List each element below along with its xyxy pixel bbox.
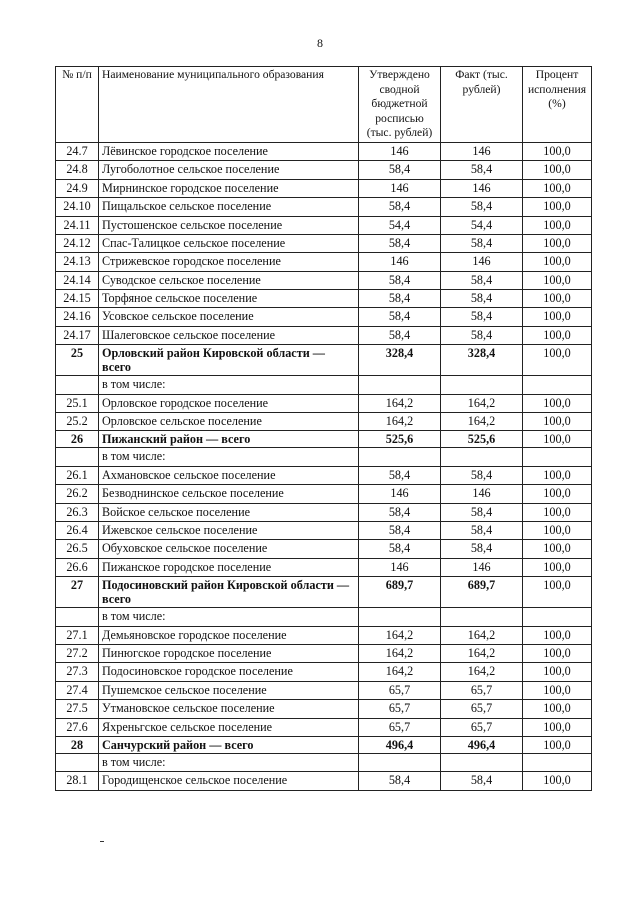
cell-fact: 689,7: [441, 577, 523, 608]
cell-fact: 58,4: [441, 290, 523, 308]
cell-approved: 496,4: [359, 736, 441, 753]
cell-num: 24.9: [56, 179, 99, 197]
cell-num: 26.1: [56, 466, 99, 484]
cell-name: Ахмановское сельское поселение: [99, 466, 359, 484]
cell-approved: 58,4: [359, 308, 441, 326]
cell-name: в том числе:: [99, 608, 359, 626]
table-row: [56, 198, 592, 216]
table-row: [56, 216, 592, 234]
cell-name: Ижевское сельское поселение: [99, 522, 359, 540]
cell-name: Демьяновское городское поселение: [99, 626, 359, 644]
cell-fact: 58,4: [441, 522, 523, 540]
cell-name: Пижанское городское поселение: [99, 558, 359, 576]
cell-fact: 58,4: [441, 503, 523, 521]
cell-percent: [523, 448, 592, 466]
cell-approved: [359, 448, 441, 466]
cell-name: Орловское сельское поселение: [99, 413, 359, 431]
cell-percent: 100,0: [523, 345, 592, 376]
cell-percent: 100,0: [523, 142, 592, 160]
cell-approved: 164,2: [359, 644, 441, 662]
cell-fact: 65,7: [441, 718, 523, 736]
cell-fact: 65,7: [441, 700, 523, 718]
cell-approved: 164,2: [359, 626, 441, 644]
cell-percent: 100,0: [523, 413, 592, 431]
cell-percent: 100,0: [523, 308, 592, 326]
cell-percent: 100,0: [523, 198, 592, 216]
cell-percent: 100,0: [523, 179, 592, 197]
cell-approved: 58,4: [359, 503, 441, 521]
cell-approved: 65,7: [359, 700, 441, 718]
column-header-percent: Процент исполнения (%): [523, 67, 592, 143]
cell-fact: [441, 753, 523, 771]
cell-fact: [441, 608, 523, 626]
column-header-approved: Утверждено сводной бюджетной росписью (тыс. рублей): [359, 67, 441, 143]
table-row: [56, 644, 592, 662]
table-row-district-total: [56, 431, 592, 448]
cell-name: в том числе:: [99, 376, 359, 394]
table-row: [56, 681, 592, 699]
cell-percent: [523, 753, 592, 771]
table-row: [56, 161, 592, 179]
cell-percent: 100,0: [523, 466, 592, 484]
table-row: [56, 772, 592, 790]
cell-name: Мирнинское городское поселение: [99, 179, 359, 197]
cell-percent: 100,0: [523, 577, 592, 608]
cell-num: 28.1: [56, 772, 99, 790]
cell-num: 26.3: [56, 503, 99, 521]
cell-num: 26.2: [56, 485, 99, 503]
table-row: [56, 485, 592, 503]
cell-name: Торфяное сельское поселение: [99, 290, 359, 308]
cell-approved: 58,4: [359, 290, 441, 308]
table-row: [56, 413, 592, 431]
column-header-fact: Факт (тыс. рублей): [441, 67, 523, 143]
cell-name: Подосиновский район Кировской области — всего: [99, 577, 359, 608]
cell-name: Усовское сельское поселение: [99, 308, 359, 326]
cell-percent: 100,0: [523, 234, 592, 252]
page-number: 8: [317, 36, 323, 50]
table-row-district-total: [56, 736, 592, 753]
cell-name: Утмановское сельское поселение: [99, 700, 359, 718]
cell-approved: 146: [359, 558, 441, 576]
cell-name: Пинюгское городское поселение: [99, 644, 359, 662]
cell-num: 27: [56, 577, 99, 608]
cell-approved: 65,7: [359, 718, 441, 736]
cell-percent: 100,0: [523, 522, 592, 540]
table-row: [56, 540, 592, 558]
cell-name: Спас-Талицкое сельское поселение: [99, 234, 359, 252]
table-row: [56, 271, 592, 289]
cell-fact: 146: [441, 485, 523, 503]
cell-approved: 164,2: [359, 413, 441, 431]
cell-name: Безводнинское сельское поселение: [99, 485, 359, 503]
table-row: [56, 558, 592, 576]
cell-num: 24.8: [56, 161, 99, 179]
cell-num: 27.2: [56, 644, 99, 662]
cell-approved: 58,4: [359, 161, 441, 179]
cell-approved: 58,4: [359, 271, 441, 289]
cell-name: в том числе:: [99, 753, 359, 771]
cell-num: 25.1: [56, 394, 99, 412]
cell-percent: 100,0: [523, 485, 592, 503]
cell-fact: 496,4: [441, 736, 523, 753]
table-row-subheading: [56, 376, 592, 394]
cell-percent: [523, 376, 592, 394]
cell-num: 24.7: [56, 142, 99, 160]
cell-name: Санчурский район — всего: [99, 736, 359, 753]
cell-approved: 58,4: [359, 540, 441, 558]
cell-approved: 164,2: [359, 663, 441, 681]
table-row: [56, 290, 592, 308]
cell-fact: 164,2: [441, 413, 523, 431]
cell-percent: 100,0: [523, 290, 592, 308]
cell-name: Пищальское сельское поселение: [99, 198, 359, 216]
cell-fact: 146: [441, 142, 523, 160]
cell-approved: 525,6: [359, 431, 441, 448]
cell-percent: 100,0: [523, 161, 592, 179]
cell-name: Лёвинское городское поселение: [99, 142, 359, 160]
cell-approved: [359, 753, 441, 771]
scan-mark: [100, 841, 104, 842]
cell-fact: 58,4: [441, 198, 523, 216]
cell-fact: 164,2: [441, 394, 523, 412]
table-row-subheading: [56, 753, 592, 771]
cell-fact: 58,4: [441, 308, 523, 326]
cell-approved: 146: [359, 142, 441, 160]
cell-num: [56, 608, 99, 626]
cell-fact: 146: [441, 253, 523, 271]
cell-percent: 100,0: [523, 503, 592, 521]
cell-name: Пушемское сельское поселение: [99, 681, 359, 699]
cell-approved: 58,4: [359, 326, 441, 344]
cell-num: 24.12: [56, 234, 99, 252]
cell-percent: 100,0: [523, 663, 592, 681]
cell-name: Подосиновское городское поселение: [99, 663, 359, 681]
cell-percent: 100,0: [523, 736, 592, 753]
table-row-district-total: [56, 345, 592, 376]
cell-fact: 525,6: [441, 431, 523, 448]
table-row: [56, 663, 592, 681]
cell-num: 28: [56, 736, 99, 753]
table-row-subheading: [56, 608, 592, 626]
table-row: [56, 394, 592, 412]
cell-name: Суводское сельское поселение: [99, 271, 359, 289]
cell-num: 24.13: [56, 253, 99, 271]
table-row: [56, 466, 592, 484]
table-row: [56, 179, 592, 197]
cell-name: Орловский район Кировской области — всего: [99, 345, 359, 376]
cell-approved: 54,4: [359, 216, 441, 234]
table-row: [56, 142, 592, 160]
cell-percent: 100,0: [523, 644, 592, 662]
cell-num: 26.6: [56, 558, 99, 576]
cell-num: 24.17: [56, 326, 99, 344]
cell-fact: 58,4: [441, 540, 523, 558]
cell-percent: 100,0: [523, 718, 592, 736]
cell-percent: 100,0: [523, 558, 592, 576]
cell-percent: 100,0: [523, 326, 592, 344]
cell-percent: 100,0: [523, 394, 592, 412]
cell-num: 25.2: [56, 413, 99, 431]
cell-num: 27.4: [56, 681, 99, 699]
cell-fact: 164,2: [441, 644, 523, 662]
cell-percent: 100,0: [523, 700, 592, 718]
cell-num: [56, 376, 99, 394]
table-row: [56, 326, 592, 344]
cell-approved: 146: [359, 253, 441, 271]
budget-execution-table: [55, 66, 592, 791]
cell-name: Пижанский район — всего: [99, 431, 359, 448]
cell-num: 24.16: [56, 308, 99, 326]
cell-approved: 58,4: [359, 198, 441, 216]
table-header-row: [56, 67, 592, 143]
cell-num: 24.11: [56, 216, 99, 234]
cell-name: Войское сельское поселение: [99, 503, 359, 521]
cell-name: в том числе:: [99, 448, 359, 466]
cell-approved: 328,4: [359, 345, 441, 376]
table-row: [56, 234, 592, 252]
cell-name: Орловское городское поселение: [99, 394, 359, 412]
cell-fact: 58,4: [441, 466, 523, 484]
cell-approved: 146: [359, 485, 441, 503]
cell-approved: 65,7: [359, 681, 441, 699]
table-row-district-total: [56, 577, 592, 608]
cell-name: Городищенское сельское поселение: [99, 772, 359, 790]
table-row: [56, 308, 592, 326]
cell-num: [56, 753, 99, 771]
cell-num: 27.6: [56, 718, 99, 736]
cell-num: 24.14: [56, 271, 99, 289]
cell-num: 26.4: [56, 522, 99, 540]
table-row: [56, 700, 592, 718]
cell-num: 25: [56, 345, 99, 376]
cell-approved: [359, 608, 441, 626]
table-row: [56, 626, 592, 644]
cell-fact: 164,2: [441, 626, 523, 644]
cell-num: 26: [56, 431, 99, 448]
table-row-subheading: [56, 448, 592, 466]
table-row: [56, 503, 592, 521]
cell-percent: 100,0: [523, 772, 592, 790]
cell-fact: 328,4: [441, 345, 523, 376]
cell-fact: 146: [441, 179, 523, 197]
cell-name: Яхреньгское сельское поселение: [99, 718, 359, 736]
column-header-name: Наименование муниципального образования: [99, 67, 359, 143]
cell-approved: 58,4: [359, 772, 441, 790]
cell-percent: 100,0: [523, 253, 592, 271]
cell-percent: 100,0: [523, 216, 592, 234]
table-row: [56, 718, 592, 736]
cell-approved: 58,4: [359, 466, 441, 484]
cell-fact: 54,4: [441, 216, 523, 234]
cell-fact: 146: [441, 558, 523, 576]
cell-fact: 65,7: [441, 681, 523, 699]
cell-fact: 58,4: [441, 326, 523, 344]
cell-fact: 58,4: [441, 271, 523, 289]
cell-approved: 689,7: [359, 577, 441, 608]
column-header-num: № п/п: [56, 67, 99, 143]
cell-percent: 100,0: [523, 271, 592, 289]
cell-name: Пустошенское сельское поселение: [99, 216, 359, 234]
cell-name: Лугоболотное сельское поселение: [99, 161, 359, 179]
table-body: [56, 142, 592, 790]
cell-num: 27.3: [56, 663, 99, 681]
cell-num: [56, 448, 99, 466]
cell-num: 24.10: [56, 198, 99, 216]
table-row: [56, 522, 592, 540]
cell-approved: 58,4: [359, 522, 441, 540]
table-row: [56, 253, 592, 271]
cell-name: Обуховское сельское поселение: [99, 540, 359, 558]
cell-approved: [359, 376, 441, 394]
cell-fact: [441, 448, 523, 466]
cell-approved: 146: [359, 179, 441, 197]
cell-approved: 58,4: [359, 234, 441, 252]
cell-name: Шалеговское сельское поселение: [99, 326, 359, 344]
cell-fact: 58,4: [441, 161, 523, 179]
cell-fact: 164,2: [441, 663, 523, 681]
cell-num: 24.15: [56, 290, 99, 308]
cell-percent: 100,0: [523, 431, 592, 448]
cell-percent: 100,0: [523, 540, 592, 558]
cell-name: Стрижевское городское поселение: [99, 253, 359, 271]
cell-percent: [523, 608, 592, 626]
cell-fact: 58,4: [441, 234, 523, 252]
cell-fact: [441, 376, 523, 394]
cell-fact: 58,4: [441, 772, 523, 790]
cell-num: 27.1: [56, 626, 99, 644]
cell-num: 26.5: [56, 540, 99, 558]
cell-percent: 100,0: [523, 626, 592, 644]
cell-approved: 164,2: [359, 394, 441, 412]
cell-percent: 100,0: [523, 681, 592, 699]
cell-num: 27.5: [56, 700, 99, 718]
